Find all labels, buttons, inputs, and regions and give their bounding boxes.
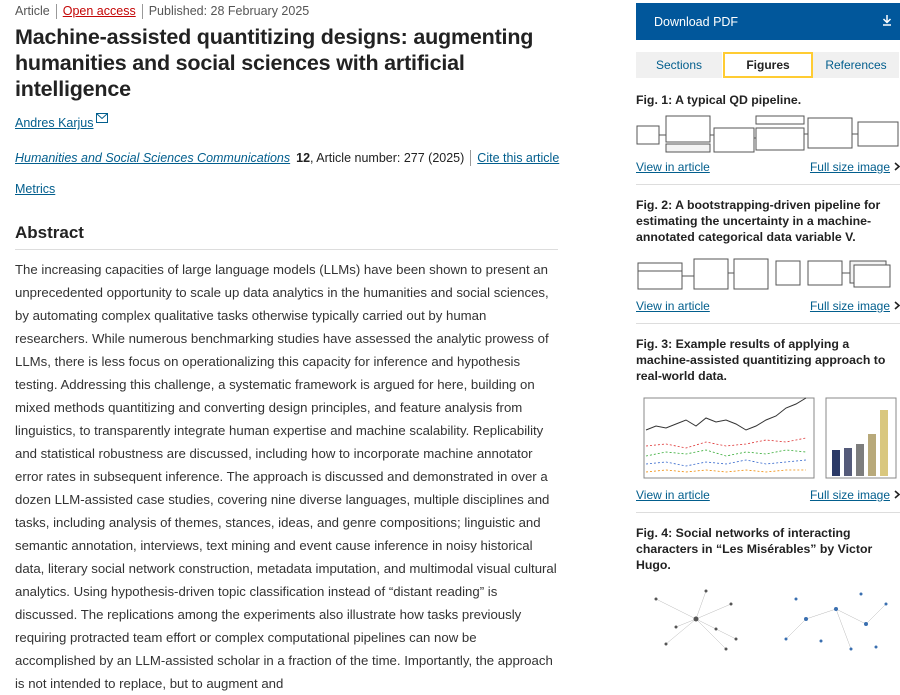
envelope-icon[interactable] (96, 112, 108, 126)
divider (142, 4, 143, 19)
journal-link[interactable]: Humanities and Social Sciences Communications (15, 151, 291, 165)
figure-thumbnail[interactable] (636, 390, 900, 482)
journal-line (15, 150, 560, 166)
download-icon (882, 14, 892, 29)
figure-links (636, 299, 900, 313)
article-title: Machine-assisted quantitizing designs: augmenting humanities and social sciences with artificial intelligence (15, 25, 534, 101)
figure-thumbnail[interactable] (636, 579, 900, 663)
figure-title: Fig. 2: A bootstrapping-driven pipeline for estimating the uncertainty in a machine-annotated categorical data variable V. (636, 198, 881, 244)
full-size-label: Full size image (809, 160, 890, 174)
figure-card-2 (636, 197, 900, 324)
tab-references[interactable]: References (813, 52, 900, 78)
figure-title: Fig. 3: Example results of applying a machine-assisted quantitizing approach to real-world data. (636, 337, 886, 383)
divider (56, 4, 57, 19)
view-in-article-link[interactable]: View in article (636, 299, 710, 313)
full-size-image-link[interactable] (810, 299, 900, 313)
figure-card-4 (636, 525, 900, 673)
author-line (15, 116, 560, 130)
article-number: , Article number: 277 (2025) (310, 151, 465, 165)
figure-thumbnail[interactable] (636, 251, 900, 293)
full-size-image-link[interactable] (810, 160, 900, 174)
abstract-text: The increasing capacities of large language models (LLMs) have been shown to present an unprecedented opportunity to scale up data analytics in the humanities and social sciences, by automating complex qualitative tasks otherwise typically carried out by human researchers. While numerous benchmarking studies have assessed the analytic prowess of LLMs, there is less focus on operationalizing this capacity for inference and hypothesis testing. Addressing this challenge, a systematic framework is argued for here, building on mixed methods quantitizing and converting design principles, and feature analysis from linguistics, to transparently integrate human expertise and machine scalability. Replicability and statistical robustness are discussed, including how to incorporate machine annotator error rates in subsequent inference. The approach is discussed and demonstrated in over a dozen LLM-assisted case studies, covering nine diverse languages, multiple disciplines and tasks, including analysis of themes, stances, ideas, and genre compositions; linguistic and semantic annotation, interviews, text mining and event cause inference in noisy historical data, literary social network construction, metadata imputation, and multimodal visual cultural analytics. Using hypothesis-driven topic classification instead of “distant reading” is discussed. The replications among the experiments also illustrate how tasks previously requiring protracted team effort or complex computational pipelines can now be accomplished by an LLM-assisted scholar in a fraction of the time. Importantly, the approach is not intended to replace, but to augment and (15, 262, 557, 691)
download-pdf-button[interactable] (636, 3, 900, 40)
open-access-link[interactable]: Open access (62, 4, 136, 18)
download-pdf-label: Download PDF (654, 14, 739, 29)
metrics-link[interactable]: Metrics (15, 182, 56, 196)
full-size-image-link[interactable] (810, 488, 900, 502)
figure-thumbnail[interactable] (636, 114, 900, 154)
chevron-right-icon (894, 299, 900, 313)
article-main (15, 0, 560, 695)
article-meta (15, 0, 560, 22)
tab-figures[interactable]: Figures (723, 52, 813, 78)
figure-title: Fig. 1: A typical QD pipeline. (636, 93, 802, 107)
full-size-label: Full size image (809, 299, 890, 313)
figure-links (636, 488, 900, 502)
sidebar (636, 0, 900, 673)
author-link[interactable]: Andres Karjus (15, 116, 94, 130)
article-type: Article (15, 4, 50, 18)
figure-links (636, 160, 900, 174)
view-in-article-link[interactable]: View in article (636, 488, 710, 502)
chevron-right-icon (894, 160, 900, 174)
abstract-heading: Abstract (15, 223, 558, 250)
metrics-row (15, 182, 560, 196)
figure-card-1 (636, 92, 900, 185)
view-in-article-link[interactable]: View in article (636, 160, 710, 174)
divider (470, 150, 471, 166)
cite-link[interactable]: Cite this article (477, 151, 560, 165)
sidebar-tabs (636, 52, 900, 78)
figure-card-3 (636, 336, 900, 513)
figure-title: Fig. 4: Social networks of interacting characters in “Les Misérables” by Victor Hugo. (636, 526, 873, 572)
full-size-label: Full size image (809, 488, 890, 502)
journal-volume: 12 (296, 151, 311, 165)
tab-sections[interactable]: Sections (636, 52, 723, 78)
published-date: Published: 28 February 2025 (148, 4, 310, 18)
chevron-right-icon (894, 488, 900, 502)
